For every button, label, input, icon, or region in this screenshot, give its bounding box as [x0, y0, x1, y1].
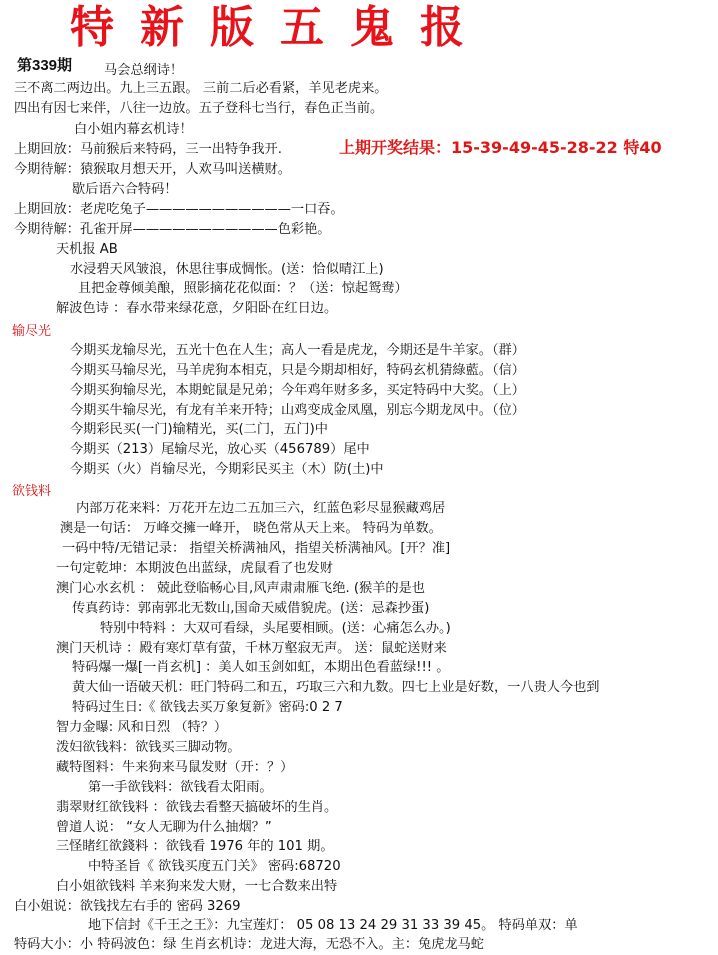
cur1-label: 今期待解：: [14, 162, 80, 177]
section2-line: 特码大小：小 特码波色：绿 生肖玄机诗：龙进大海，无恐不入。主：兔虎龙马蛇: [14, 937, 484, 952]
section2-line: 地下信封《千王之王》：九宝莲灯： 05 08 13 24 29 31 33 39 45。 特码单双：单: [88, 918, 578, 933]
section2-line: 澳门心水玄机 ： 兢此登临畅心目,风声肃肃雁飞绝. (猴羊的是也: [56, 581, 425, 596]
header-line-1: 三不离二两边出。九上三五跟。 三前二后必看紧，羊见老虎来。: [14, 81, 388, 96]
section2-line: 特码爆一爆[一肖玄机] ：美人如玉剑如虹，本期出色看蓝绿!!! 。: [72, 660, 450, 675]
cur1-text: 猿猴取月想天开，人欢马叫送横财。: [79, 162, 291, 177]
section1-line: 今期买牛输尽光，有龙有羊来开特；山鸡变成金凤凰，别忘今期龙凤中。（位）: [70, 403, 525, 418]
section1-line: 今期买马输尽光，马羊虎狗本相克，只是今期却相好，特码玄机猜綠藍。（信）: [70, 363, 525, 378]
prev1-label: 上期回放：: [14, 142, 80, 157]
tianji-line-1: 水浸碧天风皱浪，休思往事成惆怅。(送：恰似晴江上): [70, 262, 384, 277]
section2-line: 智力金曝: 风和日烈 （特？）: [56, 720, 228, 735]
issue-number: 第339期: [17, 57, 73, 74]
header-line-2: 四出有因七来伴，八往一边放。五子登科七当行，春色正当前。: [14, 101, 384, 116]
bai-title: 白小姐内幕玄机诗！: [74, 122, 193, 137]
page-title: 特新版五鬼报: [70, 2, 490, 53]
poem-label: 马会总纲诗！: [104, 63, 184, 78]
section1-line: 今期买（213）尾输尽光，放心买（456789）尾中: [70, 442, 370, 457]
cur2-text: 孔雀开屏———————————色彩艳。: [79, 222, 331, 237]
prev1-text: 马前猴后来特码，三一出特争我开.: [79, 142, 282, 157]
section2-line: 泼妇欲钱料：欲钱买三脚动物。: [56, 740, 241, 755]
section2-line: 一句定乾坤：本期波色出蓝绿，虎鼠看了也发财: [56, 561, 333, 576]
section2-line: 黄大仙一语破天机：旺门特码二和五，巧取三六和九数。四七上业是好数，一八贵人今也到: [72, 680, 600, 695]
section2-line: 内部万花来料：万花开左边二五加三六，红蓝色彩尽显猴藏鸡居: [76, 501, 446, 516]
section1-line: 今期买（火）肖输尽光，今期彩民买主（木）防(土)中: [70, 462, 384, 477]
prev2-line: [14, 201, 344, 219]
section2-line: 白小姐说：欲钱找左右手的 密码 3269: [14, 899, 241, 914]
cur2-line: [14, 221, 331, 239]
section2-line: 中特圣旨《 欲钱买度五门关》 密码:68720: [88, 859, 341, 874]
section2-line: 一码中特/无错记录： 指望关桥满袖风，指望关桥满袖风。[开？准]: [62, 541, 451, 556]
tianji-title: 天机报 AB: [56, 242, 118, 257]
xiehouyu-title: 歇后语六合特码！: [72, 182, 178, 197]
prev2-label: 上期回放：: [14, 202, 80, 217]
section2-line: 第一手欲钱料：欲钱看太阳雨。: [88, 780, 273, 795]
section-label-shujinguang: 输尽光: [12, 324, 52, 339]
cur1-line: [14, 161, 291, 179]
section2-line: 特别中特料 ：大双可看绿，头尾要相顾。(送：心痛怎么办。): [100, 621, 451, 636]
section2-line: 传真药诗：郭南郭北无数山,国命天威借貌虎。(送：忌森抄蛋): [72, 601, 430, 616]
section1-line: 今期买龙输尽光，五光十色在人生；高人一看是虎龙，今期还是牛羊家。（群）: [70, 343, 525, 358]
tianji-line-2: 且把金尊倾美酿，照影摘花花似面：？（送：惊起鸳鸯）: [78, 281, 408, 296]
prev1-line: [14, 141, 282, 159]
section2-line: 白小姐欲钱料 羊来狗来发大财，一七合数来出特: [56, 879, 338, 894]
section2-line: 曾道人说： “女人无聊为什么抽烟？”: [56, 820, 272, 835]
section2-line: 三怪睹红欲錢料 ：欲钱看 1976 年的 101 期。: [56, 839, 334, 854]
section1-line: 今期彩民买(一门)输精光，买(二门，五门)中: [70, 422, 328, 437]
section2-line: 藏特图料：牛来狗来马鼠发财（开：？）: [56, 760, 294, 775]
jiebo-line: 解波色诗 ：春水带来绿花意，夕阳卧在红日边。: [56, 301, 338, 316]
section2-line: 特码过生日:《 欲钱去买万象复新》密码:0 2 7: [72, 700, 343, 715]
cur2-label: 今期待解：: [14, 222, 80, 237]
section2-line: 翡翠财红欲钱料 ：欲钱去看整天搞破坏的生肖。: [56, 800, 338, 815]
section2-line: 澳是一句话： 万峰交擁一峰开， 晓色常从天上来。 特码为单数。: [60, 521, 442, 536]
prev2-text: 老虎吃兔子———————————一口吞。: [79, 202, 344, 217]
section-label-yuqianliao: 欲钱料: [12, 484, 52, 499]
section2-line: 澳门天机诗 ：殿有寒灯草有萤，千林万壑寂无声。 送：鼠蛇送财来: [56, 641, 447, 656]
section1-line: 今期买狗输尽光，本期蛇鼠是兄弟；今年鸡年财多多，买定特码中大奖。（上）: [70, 383, 525, 398]
last-result: 上期开奖结果：15-39-49-45-28-22 特40: [339, 138, 662, 157]
